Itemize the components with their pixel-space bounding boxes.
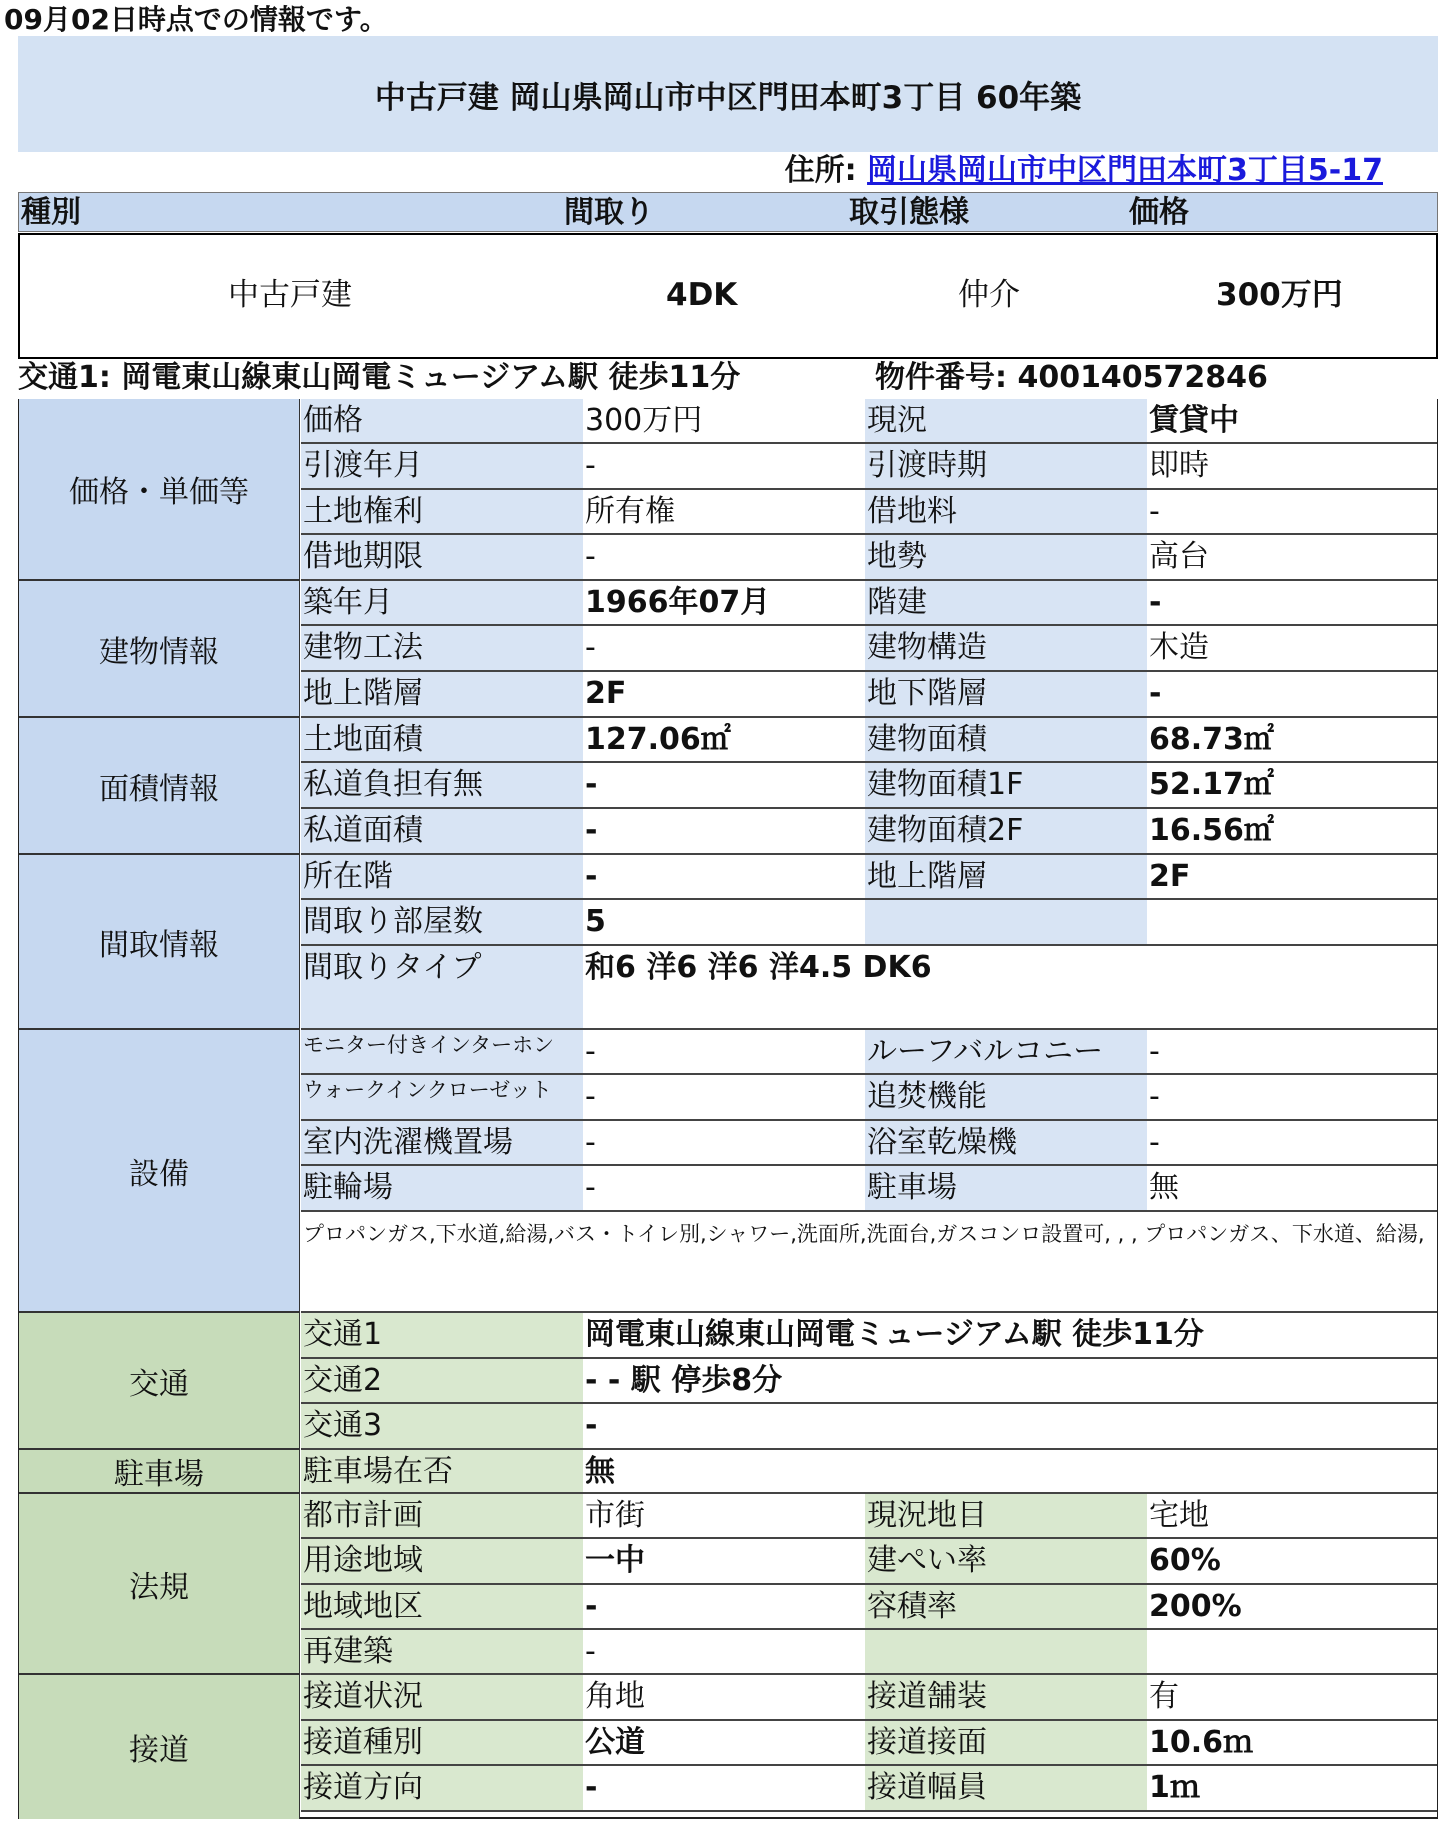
r17-cell-3: 無: [1147, 1166, 1437, 1212]
summary-header: [18, 192, 1438, 232]
r19-cell-0: 交通2: [301, 1359, 583, 1404]
r3-cell-0: 土地権利: [301, 490, 583, 535]
r8-cell-2: 建物面積: [865, 718, 1147, 763]
r9-cell-1: -: [583, 763, 865, 809]
r24-cell-2: 容積率: [865, 1585, 1147, 1630]
r17-cell-2: 駐車場: [865, 1166, 1147, 1212]
r11-cell-0: 所在階: [301, 855, 583, 900]
summary-type: 中古戸建: [228, 277, 352, 313]
r24-cell-1: -: [583, 1585, 865, 1630]
r10-cell-2: 建物面積2F: [865, 809, 1147, 855]
r14-cell-3: -: [1147, 1030, 1437, 1075]
as-of-date-text: 09月02日時点での情報です。: [4, 3, 388, 36]
r16-cell-2: 浴室乾燥機: [865, 1121, 1147, 1166]
r15-cell-1: -: [583, 1075, 865, 1121]
address-line: [785, 152, 1383, 190]
summary-header-type: 種別: [21, 195, 81, 230]
r27-cell-2: 接道接面: [865, 1721, 1147, 1766]
r1-cell-0: 価格: [301, 399, 583, 444]
section-madori: 間取情報: [19, 855, 300, 1030]
summary-transaction: 仲介: [958, 277, 1020, 313]
r2-cell-0: 引渡年月: [301, 444, 583, 490]
r13-cell-0: 間取りタイプ: [301, 946, 583, 1030]
r16-cell-0: 室内洗濯機置場: [301, 1121, 583, 1166]
r4-cell-0: 借地期限: [301, 535, 583, 581]
r26-cell-1: 角地: [583, 1675, 865, 1721]
r2-cell-2: 引渡時期: [865, 444, 1147, 490]
section-law: 法規: [19, 1494, 300, 1675]
summary-values: [18, 233, 1438, 359]
r5-cell-1: 1966年07月: [583, 581, 865, 626]
section-area: 面積情報: [19, 718, 300, 855]
r12-cell-1: 5: [583, 900, 865, 946]
property-number: 物件番号: 400140572846: [875, 360, 1268, 395]
summary-header-transaction: 取引態様: [849, 195, 969, 230]
r16-cell-3: -: [1147, 1121, 1437, 1166]
r11-cell-2: 地上階層: [865, 855, 1147, 900]
r15-cell-3: -: [1147, 1075, 1437, 1121]
r11-cell-1: -: [583, 855, 865, 900]
r21-cell-1: 無: [583, 1450, 1437, 1494]
address-link[interactable]: 岡山県岡山市中区門田本町3丁目5-17: [867, 153, 1383, 188]
summary-header-layout: 間取り: [564, 195, 654, 230]
r8-cell-3: 68.73㎡: [1147, 718, 1437, 763]
r28-cell-3: 1ｍ: [1147, 1766, 1437, 1812]
r9-cell-2: 建物面積1F: [865, 763, 1147, 809]
r7-cell-2: 地下階層: [865, 672, 1147, 718]
r2-cell-1: -: [583, 444, 865, 490]
r20-cell-1: -: [583, 1404, 1437, 1450]
section-price: 価格・単価等: [19, 399, 300, 581]
r6-cell-2: 建物構造: [865, 626, 1147, 672]
r14-cell-1: -: [583, 1030, 865, 1075]
r1-cell-2: 現況: [865, 399, 1147, 444]
r5-cell-0: 築年月: [301, 581, 583, 626]
r4-cell-2: 地勢: [865, 535, 1147, 581]
r10-cell-3: 16.56㎡: [1147, 809, 1437, 855]
r28-cell-0: 接道方向: [301, 1766, 583, 1812]
r28-cell-1: -: [583, 1766, 865, 1812]
detail-table: [18, 399, 1438, 1819]
r25-cell-2: [865, 1630, 1147, 1675]
r28-cell-2: 接道幅員: [865, 1766, 1147, 1812]
r23-cell-2: 建ぺい率: [865, 1539, 1147, 1585]
r5-cell-2: 階建: [865, 581, 1147, 626]
r25-cell-1: -: [583, 1630, 865, 1675]
r12-cell-2: [865, 900, 1147, 946]
section-equipment: 設備: [19, 1030, 300, 1313]
section-parking: 駐車場: [19, 1450, 300, 1494]
r10-cell-0: 私道面積: [301, 809, 583, 855]
r12-cell-3: [1147, 900, 1437, 946]
page-title: 中古戸建 岡山県岡山市中区門田本町3丁目 60年築: [18, 36, 1438, 152]
summary-header-price: 価格: [1129, 195, 1189, 230]
address-label: 住所:: [784, 153, 857, 188]
equipment-note: プロパンガス,下水道,給湯,バス・トイレ別,シャワー,洗面所,洗面台,ガスコンロ設置可, , , プロパンガス、下水道、給湯,: [301, 1216, 1437, 1313]
r17-cell-0: 駐輪場: [301, 1166, 583, 1212]
r26-cell-3: 有: [1147, 1675, 1437, 1721]
r7-cell-0: 地上階層: [301, 672, 583, 718]
r21-cell-0: 駐車場在否: [301, 1450, 583, 1494]
section-traffic: 交通: [19, 1313, 300, 1450]
r17-cell-1: -: [583, 1166, 865, 1212]
r16-cell-1: -: [583, 1121, 865, 1166]
r15-cell-0: ウォークインクローゼット: [301, 1075, 583, 1121]
r22-cell-1: 市街: [583, 1494, 865, 1539]
r9-cell-0: 私道負担有無: [301, 763, 583, 809]
r1-cell-3: 賃貸中: [1147, 399, 1437, 444]
r4-cell-3: 高台: [1147, 535, 1437, 581]
r26-cell-0: 接道状況: [301, 1675, 583, 1721]
r13-cell-1: 和6 洋6 洋6 洋4.5 DK6: [583, 946, 1437, 1030]
r8-cell-0: 土地面積: [301, 718, 583, 763]
r4-cell-1: -: [583, 535, 865, 581]
r14-cell-2: ルーフバルコニー: [865, 1030, 1147, 1075]
r20-cell-0: 交通3: [301, 1404, 583, 1450]
r6-cell-0: 建物工法: [301, 626, 583, 672]
r7-cell-1: 2F: [583, 672, 865, 718]
r18-cell-0: 交通1: [301, 1313, 583, 1359]
traffic-summary: 交通1: 岡電東山線東山岡電ミュージアム駅 徒歩11分: [18, 360, 741, 395]
r22-cell-0: 都市計画: [301, 1494, 583, 1539]
r8-cell-1: 127.06㎡: [583, 718, 865, 763]
r5-cell-3: -: [1147, 581, 1437, 626]
r19-cell-1: - - 駅 停歩8分: [583, 1359, 1437, 1404]
r24-cell-0: 地域地区: [301, 1585, 583, 1630]
r12-cell-0: 間取り部屋数: [301, 900, 583, 946]
r11-cell-3: 2F: [1147, 855, 1437, 900]
r15-cell-2: 追焚機能: [865, 1075, 1147, 1121]
r26-cell-2: 接道舗装: [865, 1675, 1147, 1721]
r1-cell-1: 300万円: [583, 399, 865, 444]
r3-cell-3: -: [1147, 490, 1437, 535]
r22-cell-3: 宅地: [1147, 1494, 1437, 1539]
r6-cell-1: -: [583, 626, 865, 672]
r23-cell-1: 一中: [583, 1539, 865, 1585]
r23-cell-3: 60%: [1147, 1539, 1437, 1585]
r3-cell-2: 借地料: [865, 490, 1147, 535]
r7-cell-3: -: [1147, 672, 1437, 718]
section-building: 建物情報: [19, 581, 300, 718]
r27-cell-0: 接道種別: [301, 1721, 583, 1766]
r22-cell-2: 現況地目: [865, 1494, 1147, 1539]
section-road: 接道: [19, 1675, 300, 1819]
r27-cell-3: 10.6ｍ: [1147, 1721, 1437, 1766]
r25-cell-3: [1147, 1630, 1437, 1675]
r24-cell-3: 200%: [1147, 1585, 1437, 1630]
summary-price: 300万円: [1216, 277, 1343, 313]
summary-layout: 4DK: [666, 277, 738, 313]
r23-cell-0: 用途地域: [301, 1539, 583, 1585]
r25-cell-0: 再建築: [301, 1630, 583, 1675]
r14-cell-0: モニター付きインターホン: [301, 1030, 583, 1075]
r3-cell-1: 所有権: [583, 490, 865, 535]
r9-cell-3: 52.17㎡: [1147, 763, 1437, 809]
r10-cell-1: -: [583, 809, 865, 855]
r27-cell-1: 公道: [583, 1721, 865, 1766]
r18-cell-1: 岡電東山線東山岡電ミュージアム駅 徒歩11分: [583, 1313, 1437, 1359]
r2-cell-3: 即時: [1147, 444, 1437, 490]
r6-cell-3: 木造: [1147, 626, 1437, 672]
